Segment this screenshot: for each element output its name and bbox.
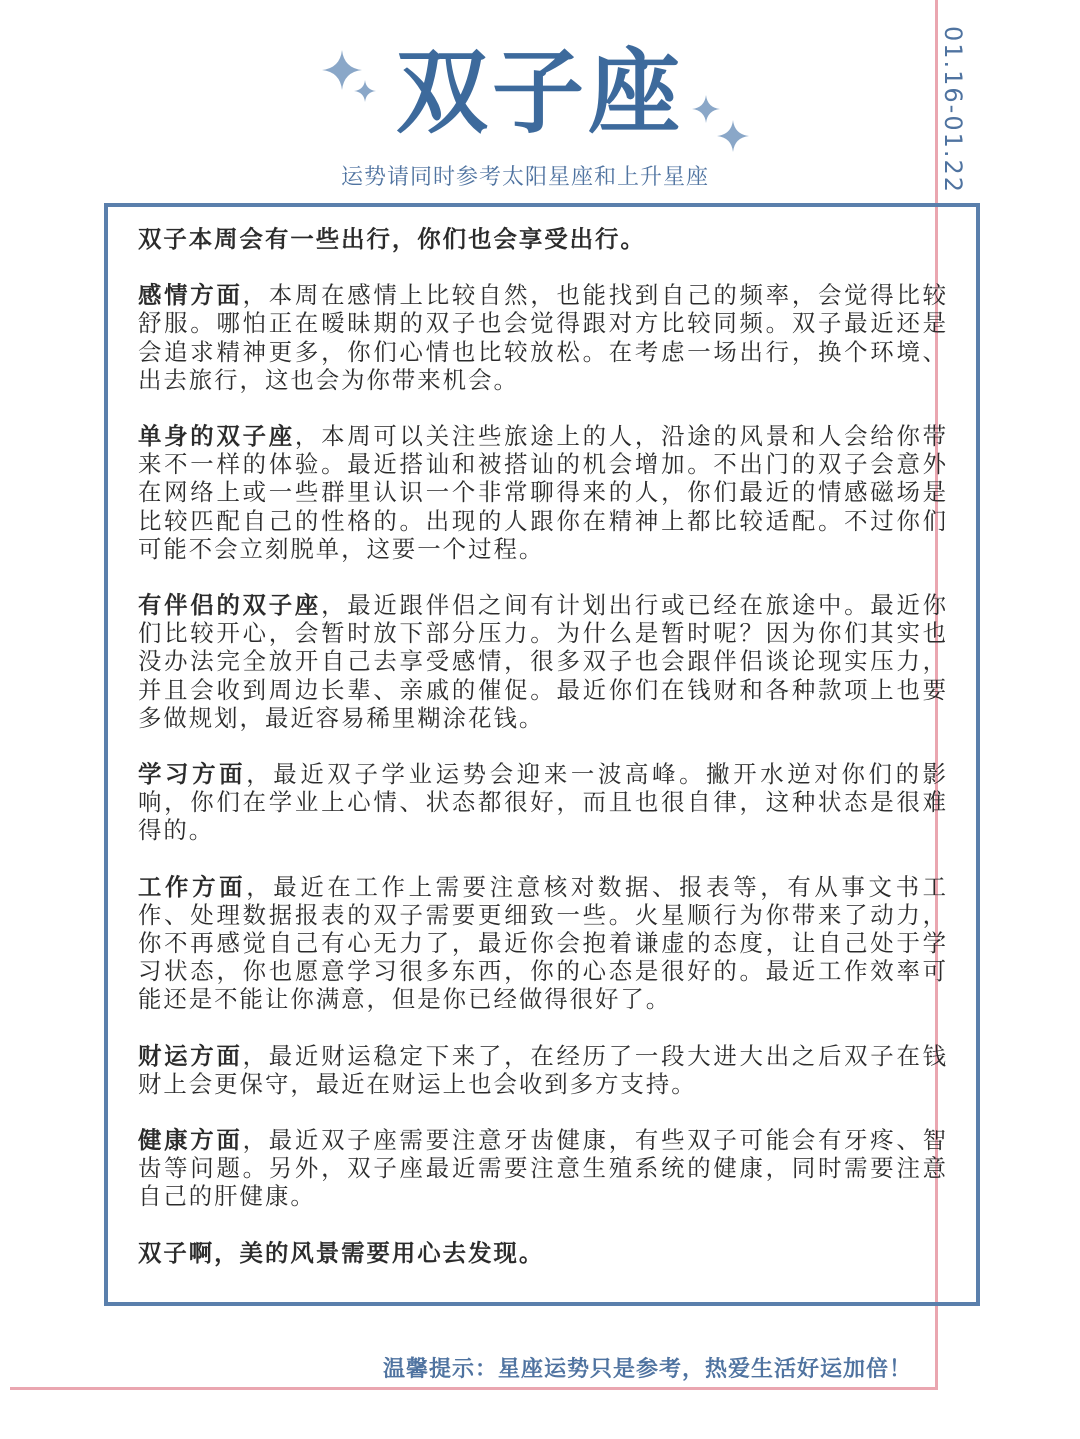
section-text: ，本周可以关注些旅途上的人，沿途的风景和人会给你带来不一样的体验。最近搭讪和被搭讪的机会增加。不出门的双子会意外在网络上或一些群里认识一个非常聊得来的人，你们最近的情感磁场是比较匹配自己的性格的。出现的人跟你在精神上都比较适配。不过你们可能不会立刻脱单，这要一个过程。 — [138, 422, 948, 563]
section-heading: 健康方面 — [138, 1126, 243, 1155]
intro-paragraph — [138, 225, 948, 253]
footer-tip: 温馨提示：星座运势只是参考，热爱生活好运加倍！ — [382, 1357, 912, 1382]
closing-text: 双子啊，美的风景需要用心去发现。 — [138, 1238, 545, 1267]
section-paragraph-health — [138, 1126, 948, 1211]
section-paragraph-wealth — [138, 1042, 948, 1098]
section-text: ，最近双子座需要注意牙齿健康，有些双子可能会有牙疼、智齿等问题。另外，双子座最近需要注意生殖系统的健康，同时需要注意自己的肝健康。 — [138, 1126, 949, 1211]
section-text: ，本周在感情上比较自然，也能找到自己的频率，会觉得比较舒服。哪怕正在暧昧期的双子也会觉得跟对方比较同频。双子最近还是会追求精神更多，你们心情也比较放松。在考虑一场出行，换个环境、出去旅行，这也会为你带来机会。 — [138, 281, 949, 394]
page-subtitle: 运势请同时参考太阳星座和上升星座 — [340, 165, 709, 190]
horoscope-content-box — [104, 203, 980, 1306]
section-paragraph-single — [138, 422, 948, 563]
section-text: ，最近财运稳定下来了，在经历了一段大进大出之后双子在钱财上会更保守，最近在财运上也会收到多方支持。 — [138, 1041, 949, 1098]
section-text: ，最近在工作上需要注意核对数据、报表等，有从事文书工作、处理数据报表的双子需要更细致一些。火星顺行为你带来了动力，你不再感觉自己有心无力了，最近你会抱着谦虚的态度，让自己处于学习状态，你也愿意学习很多东西，你的心态是很好的。最近工作效率可能还是不能让你满意，但是你已经做得很好了。 — [138, 872, 949, 1014]
section-paragraph-love — [138, 281, 948, 394]
pink-horizontal-line — [10, 1387, 938, 1390]
section-heading: 有伴侣的双子座 — [138, 591, 322, 620]
section-heading: 学习方面 — [138, 760, 247, 789]
section-text: ，最近双子学业运势会迎来一波高峰。撇开水逆对你们的影响，你们在学业上心情、状态都很好，而且也很自律，这种状态是很难得的。 — [138, 760, 949, 845]
intro-text: 双子本周会有一些出行，你们也会享受出行。 — [138, 225, 646, 253]
date-range-text: 01.16-01.22 — [939, 25, 968, 195]
section-paragraph-partnered — [138, 591, 948, 732]
page-title: 双子座 — [395, 39, 684, 146]
section-paragraph-study — [138, 760, 948, 845]
section-heading: 感情方面 — [138, 281, 243, 310]
section-text: ，最近跟伴侣之间有计划出行或已经在旅途中。最近你们比较开心，会暂时放下部分压力。为什么是暂时呢？因为你们其实也没办法完全放开自己去享受感情，很多双子也会跟伴侣谈论现实压力，并且会收到周边长辈、亲戚的催促。最近你们在钱财和各种款项上也要多做规划，最近容易稀里糊涂花钱。 — [138, 591, 949, 732]
section-heading: 单身的双子座 — [138, 422, 295, 451]
section-heading: 工作方面 — [138, 872, 247, 901]
section-heading: 财运方面 — [138, 1041, 243, 1070]
section-paragraph-work — [138, 873, 948, 1014]
closing-paragraph — [138, 1239, 948, 1267]
